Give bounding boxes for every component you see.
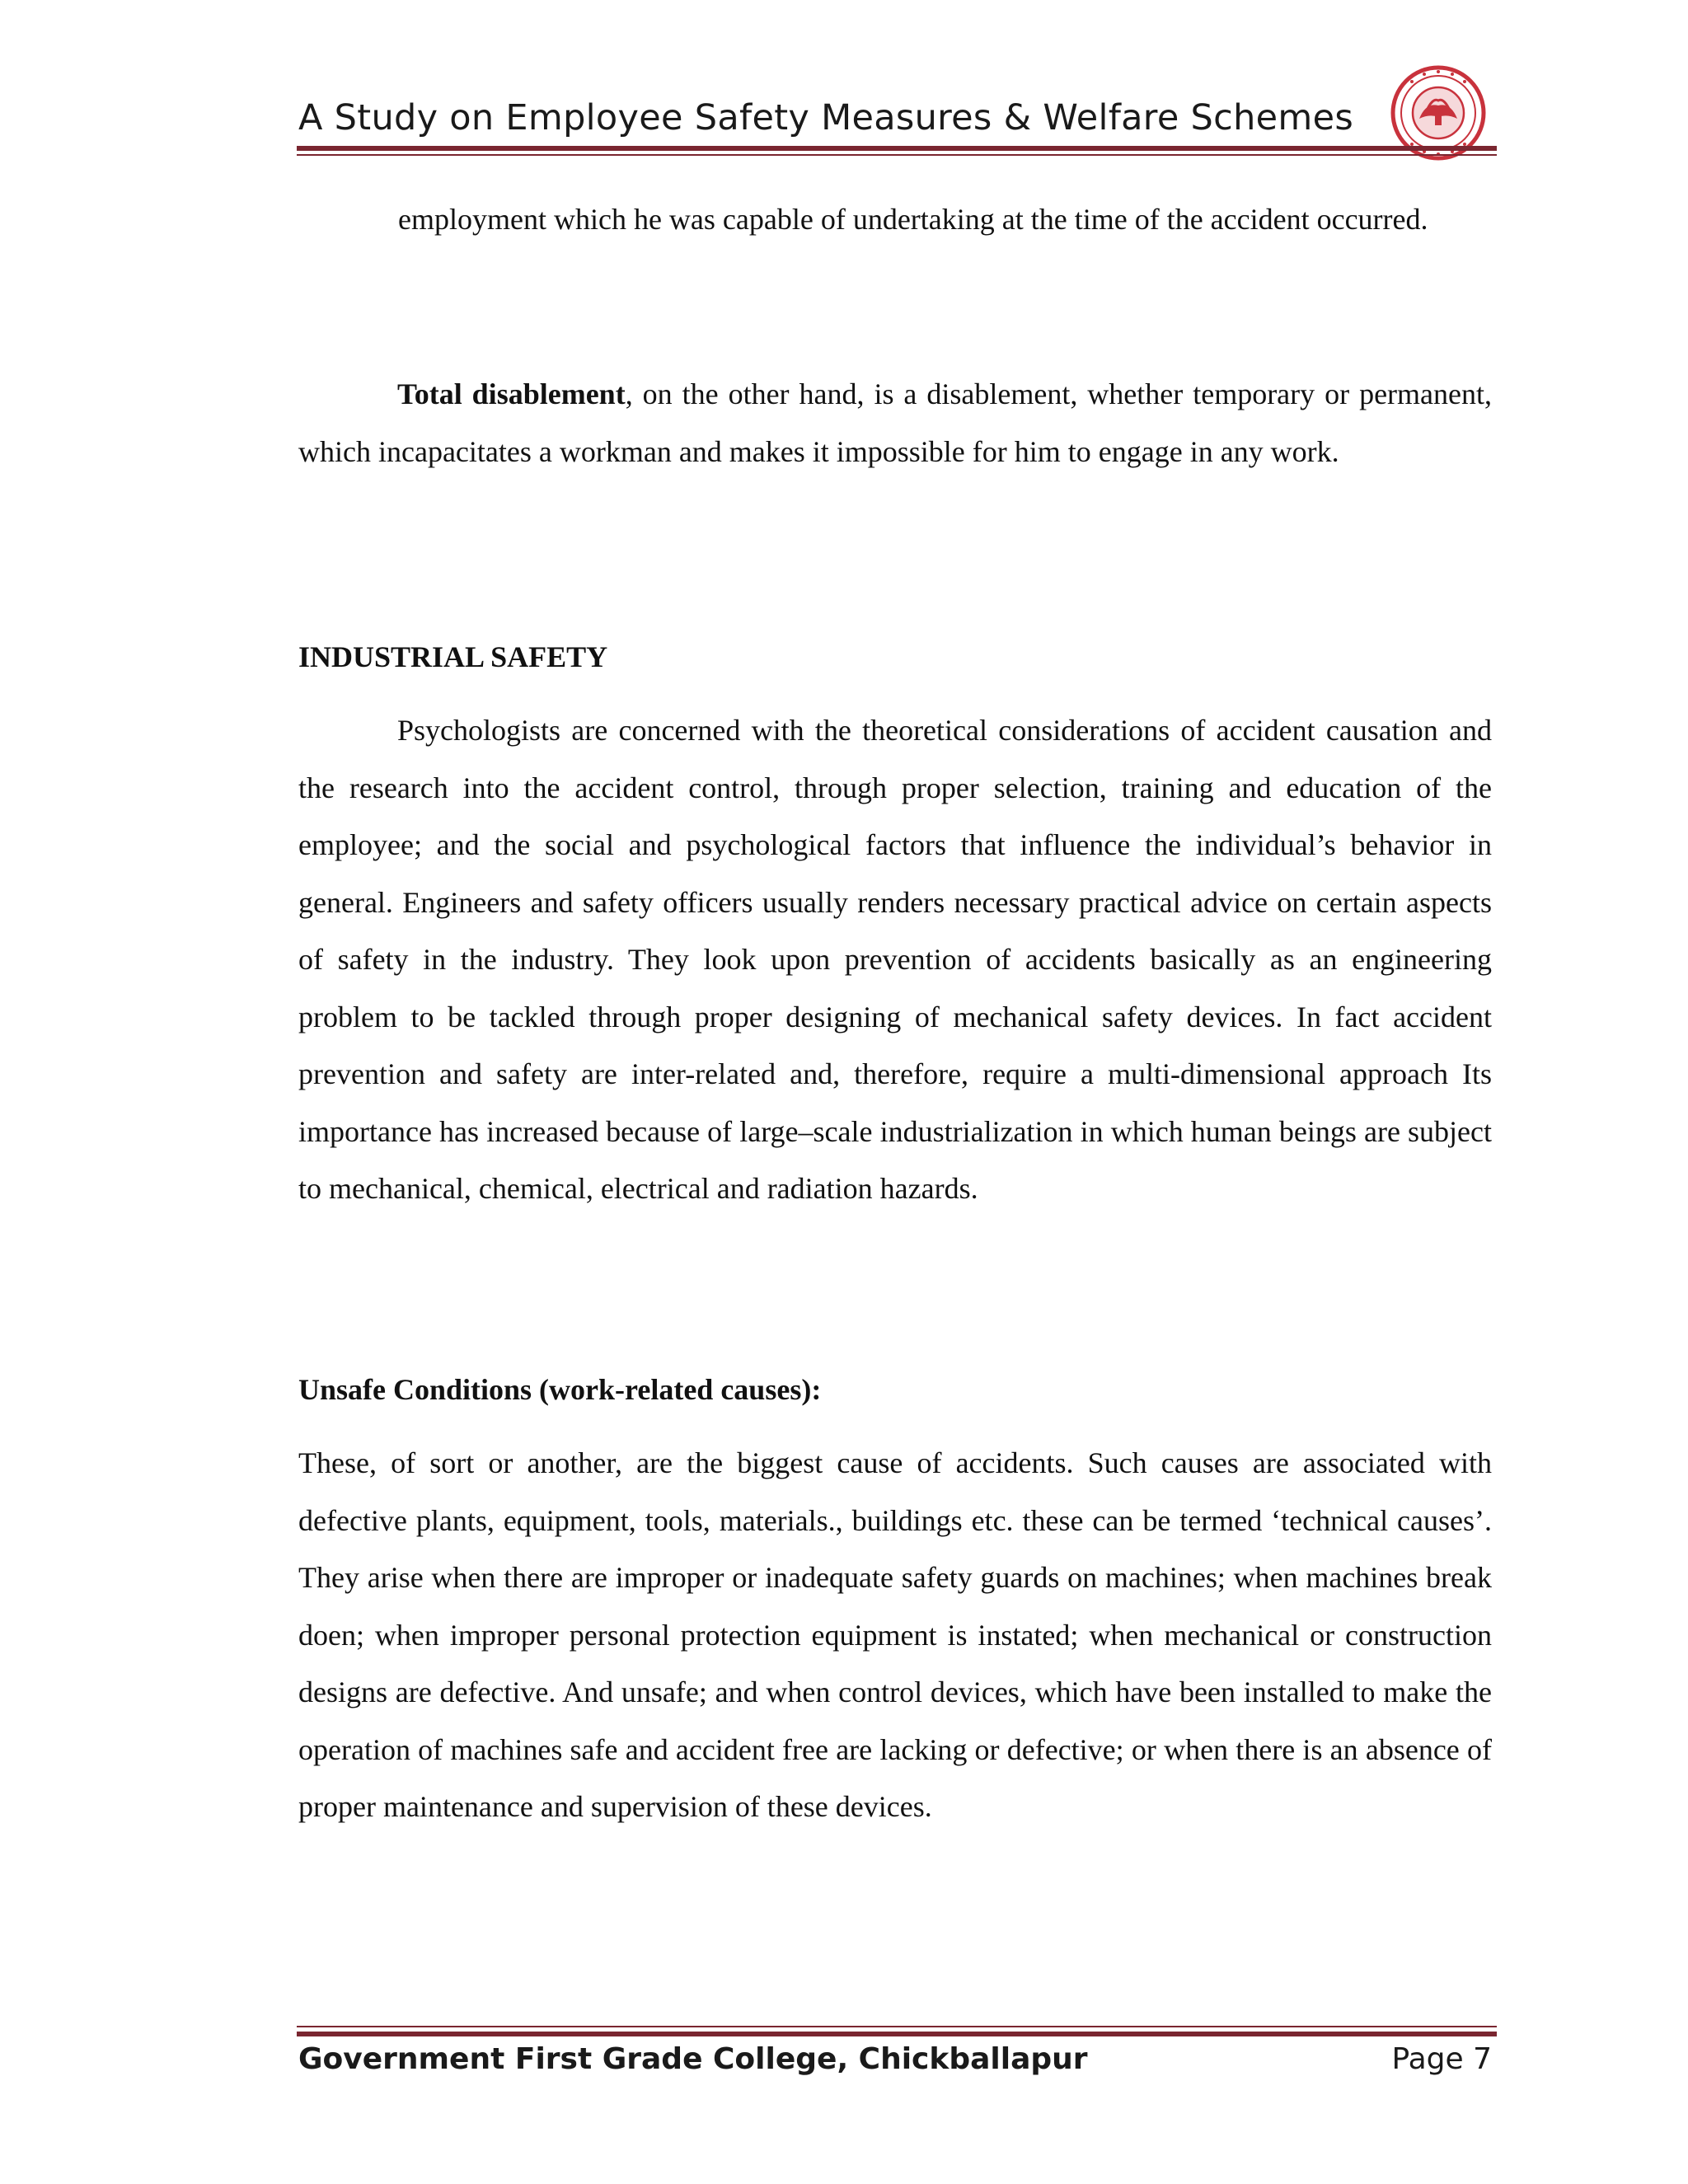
- continuation-paragraph: employment which he was capable of undertaking at the time of the accident occurred.: [398, 203, 1428, 236]
- footer-page-number: Page 7: [1391, 2042, 1492, 2076]
- footer-rule-thin: [297, 2026, 1497, 2027]
- industrial-safety-paragraph: Psychologists are concerned with the theoretical considerations of accident causation and the research into the accident control, through proper selection, training and education of the employee; and the social and psychological factors that influence the individual’s behavior in general. Engineers and safety officers usually renders necessary practical advice on certain aspects of safety in the industry. They look upon prevention of accidents basically as an engineering problem to be tackled through proper designing of mechanical safety devices. In fact accident prevention and safety are inter-related and, therefore, require a multi-dimensional approach Its importance has increased because of large–scale industrialization in which human beings are subject to mechanical, chemical, electrical and radiation hazards.: [298, 714, 1492, 1205]
- page-header-title: A Study on Employee Safety Measures & Welfare Schemes: [298, 97, 1354, 138]
- footer-college-name: Government First Grade College, Chickballapur: [298, 2042, 1088, 2076]
- total-disablement-paragraph: [298, 366, 1492, 480]
- unsafe-conditions-paragraph: These, of sort or another, are the biggest cause of accidents. Such causes are associated with defective plants, equipment, tools, materials., buildings etc. these can be termed ‘technical causes’. They arise when there are improper or inadequate safety guards on machines; when machines break doen; when improper personal protection equipment is instated; when mechanical or construction designs are defective. And unsafe; and when control devices, which have been installed to make the operation of machines safe and accident free are lacking or defective; or when there is an absence of proper maintenance and supervision of these devices.: [298, 1446, 1492, 1823]
- unsafe-conditions-heading: Unsafe Conditions (work-related causes):: [298, 1373, 822, 1406]
- header-rule-thick: [297, 146, 1497, 151]
- total-disablement-text: , on the other hand, is a disablement, whether temporary or permanent, which incapacitates a workman and makes it impossible for him to engage in any work.: [298, 377, 1492, 468]
- footer-rule-thick: [297, 2032, 1497, 2036]
- header-rule-thin: [297, 154, 1497, 156]
- total-disablement-term: Total disablement: [397, 377, 626, 410]
- industrial-safety-heading: INDUSTRIAL SAFETY: [298, 640, 608, 673]
